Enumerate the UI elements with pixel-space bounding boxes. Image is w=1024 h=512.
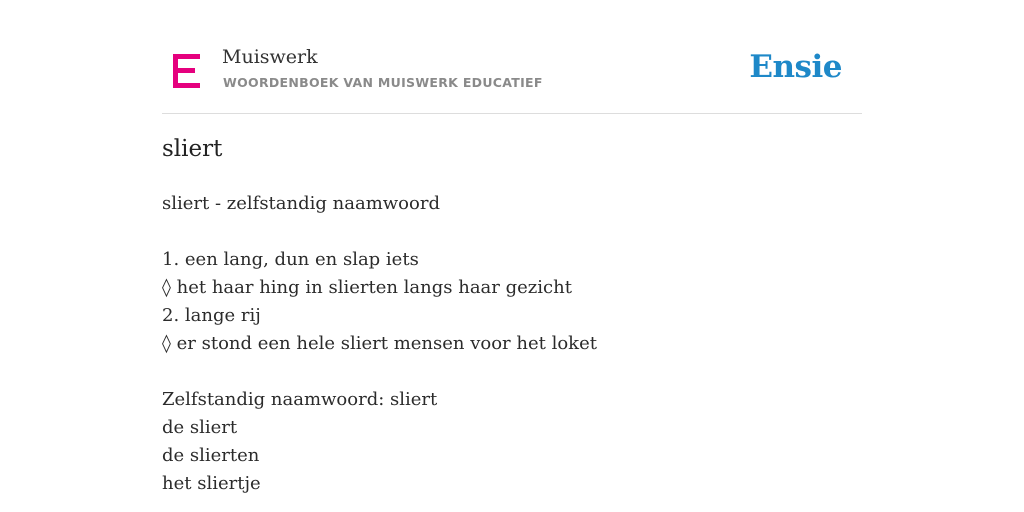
grammar-line: Zelfstandig naamwoord: sliert — [162, 389, 438, 410]
site-header — [162, 0, 862, 114]
definition-line: 2. lange rij — [162, 305, 261, 326]
logo-bar-bottom — [173, 83, 200, 88]
page-title: sliert — [162, 136, 223, 162]
site-subtitle: WOORDENBOEK VAN MUISWERK EDUCATIEF — [223, 75, 543, 90]
entry-heading-line: sliert - zelfstandig naamwoord — [162, 193, 440, 214]
grammar-line: de sliert — [162, 417, 238, 438]
definition-line: 1. een lang, dun en slap iets — [162, 249, 419, 270]
logo-bar-middle — [173, 68, 195, 73]
logo-bar-top — [173, 54, 200, 59]
spacer — [162, 218, 597, 246]
muiswerk-logo-icon[interactable] — [173, 54, 200, 88]
spacer — [162, 358, 597, 386]
grammar-line: de slierten — [162, 445, 260, 466]
example-line: ◊ het haar hing in slierten langs haar gezicht — [162, 277, 572, 298]
example-line: ◊ er stond een hele sliert mensen voor het loket — [162, 333, 597, 354]
page-container — [162, 0, 862, 494]
grammar-line: het sliertje — [162, 473, 261, 494]
entry-content — [162, 190, 597, 498]
site-name[interactable]: Muiswerk — [222, 46, 318, 68]
ensie-logo[interactable]: Ensie — [749, 49, 842, 85]
